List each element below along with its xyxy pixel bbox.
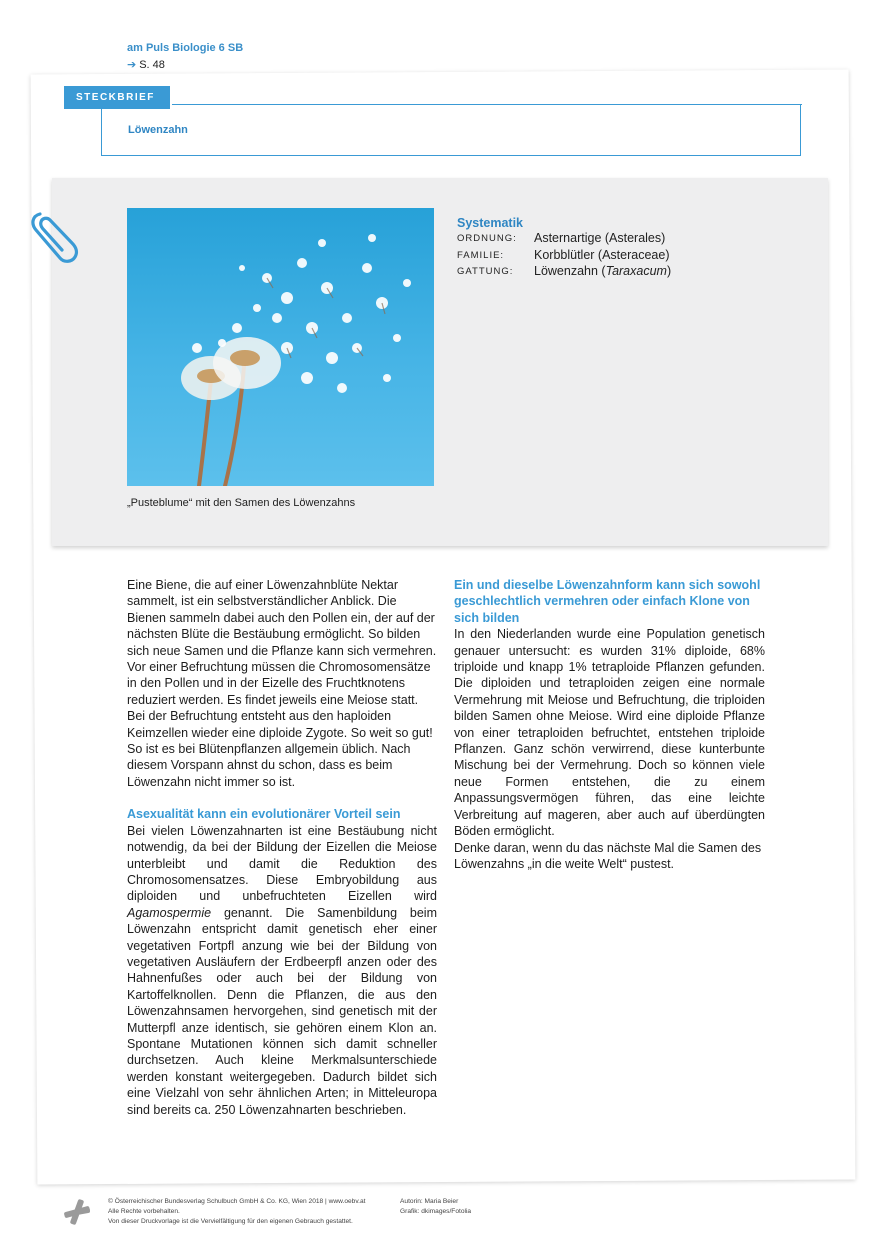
steckbrief-tab: STECKBRIEF: [64, 86, 170, 109]
body-paragraph: In den Niederlanden wurde eine Population genetisch genauer untersucht: es wurden 31% diploide, 68% triploide und knapp 1% tetraploide Pflanzen gefunden. Die diploiden und tetraploiden zeigen eine normale Vermehrung mit Meiose und Befruchtung, die triploiden bilden Samen ohne Meiose. Wird eine diploide Pflanze von einer tetraploiden befruchtet, entstehen triploide Pflanzen. Ganz schön verwirrend, diese kunterbunte Mischung bei der Vermehrung. Doch so können viele neue Formen entstehen, die zu einem Anpassungsvermögen führen, das eine leichte Verbreitung auf mageren, aber auch auf überdüngten Böden ermöglicht.: [454, 627, 765, 839]
section-heading: Ein und dieselbe Löwenzahnform kann sich sowohl geschlechtlich vermehren oder einfach Klone von sich bilden: [454, 578, 761, 625]
copyright-notice: © Österreichischer Bundesverlag Schulbuch GmbH & Co. KG, Wien 2018 | www.oebv.at Alle Rechte vorbehalten. Von dieser Druckvorlage ist die Vervielfältigung für den eigenen Gebrauch gestattet.: [108, 1198, 366, 1225]
publisher-logo-icon: [62, 1197, 92, 1227]
photo-caption: „Pusteblume“ mit den Samen des Löwenzahns: [127, 497, 356, 509]
dandelion-image: [127, 208, 434, 486]
rank-label: GATTUNG:: [457, 266, 514, 277]
rank-value: Löwenzahn (Taraxacum): [534, 264, 672, 278]
systematik-block: [457, 216, 672, 281]
rank-value: Korbblütler (Asteraceae): [534, 247, 670, 262]
body-paragraph: Bei vielen Löwenzahnarten ist eine Bestäubung nicht notwendig, da bei der Bildung der Eizellen die Meiose unterbleibt und damit die Reduktion des Chromosomensatzes. Diese Embryobildung aus diploiden und unbefruchteten Eizellen wird Agamospermie genannt. Die Samenbildung beim Löwenzahn entspricht damit genetisch eher einer vegetativen Fortpfl anzung wie bei der Bildung von vegetativen Ausläufern der Erdbeerpfl anzen oder des Hahnenfußes oder auch bei der Bildung von Kartoffelknollen. Denn die Pflanzen, die aus den Löwenzahnsamen hervorgehen, sind genetisch mit der Mutterpfl anze identisch, sie gehören einem Klon an. Spontane Mutationen können sich damit schneller durchsetzen. Auch kleine Merkmalsunterschiede werden konstant weitergegeben. Dadurch bildet sich eine Vielzahl von sehr ähnlichen Arten; in Mitteleuropa sind bereits ca. 250 Löwenzahnarten beschrieben.: [127, 823, 437, 1117]
rank-value: Asternartige (Asterales): [534, 231, 666, 245]
systematik-heading: Systematik: [457, 216, 524, 230]
credits: Autorin: Maria Beier Grafik: dkimages/Fotolia: [400, 1198, 472, 1215]
rank-label: FAMILIE:: [457, 249, 505, 261]
book-title: am Puls Biologie 6 SB: [127, 42, 244, 54]
section-heading: Asexualität kann ein evolutionärer Vorteil sein: [127, 807, 401, 822]
title-frame: [101, 104, 801, 156]
arrow-icon: ➔: [127, 59, 137, 71]
page-reference: [127, 58, 165, 71]
systematik-row: [457, 231, 666, 248]
paperclip-icon: [28, 208, 82, 266]
page-title: Löwenzahn: [128, 124, 188, 136]
intro-paragraph: Eine Biene, die auf einer Löwenzahnblüte Nektar sammelt, ist ein selbstverständlicher Anblick. Die Bienen sammeln dabei auch den Pollen ein, der auf der nächsten Blüte die Bestäubung ermöglicht. So bilden sich neue Samen und die Pflanze kann sich vermehren. Vor einer Befruchtung müssen die Chromosomensätze in den Pollen und in der Eizelle des Fruchtknotens reduziert werden. Es findet jeweils eine Meiose statt. Bei der Befruchtung entsteht aus den haploiden Keimzellen wieder eine diploide Zygote. So weit so gut! So ist es bei Blütenpflanzen allgemein üblich. Nach diesem Vorspann ahnst du schon, dass es beim Löwenzahn nicht immer so ist.: [127, 578, 437, 789]
text-column-left: [127, 577, 437, 1118]
systematik-row: [457, 247, 670, 265]
closing-paragraph: Denke daran, wenn du das nächste Mal die Samen des Löwenzahns „in die weite Welt“ pustest.: [454, 840, 762, 871]
page-number: S. 48: [139, 59, 165, 71]
text-column-right: [454, 577, 765, 872]
dandelion-photo: [127, 208, 434, 486]
rank-label: ORDNUNG:: [457, 233, 517, 244]
systematik-row: [457, 264, 672, 281]
